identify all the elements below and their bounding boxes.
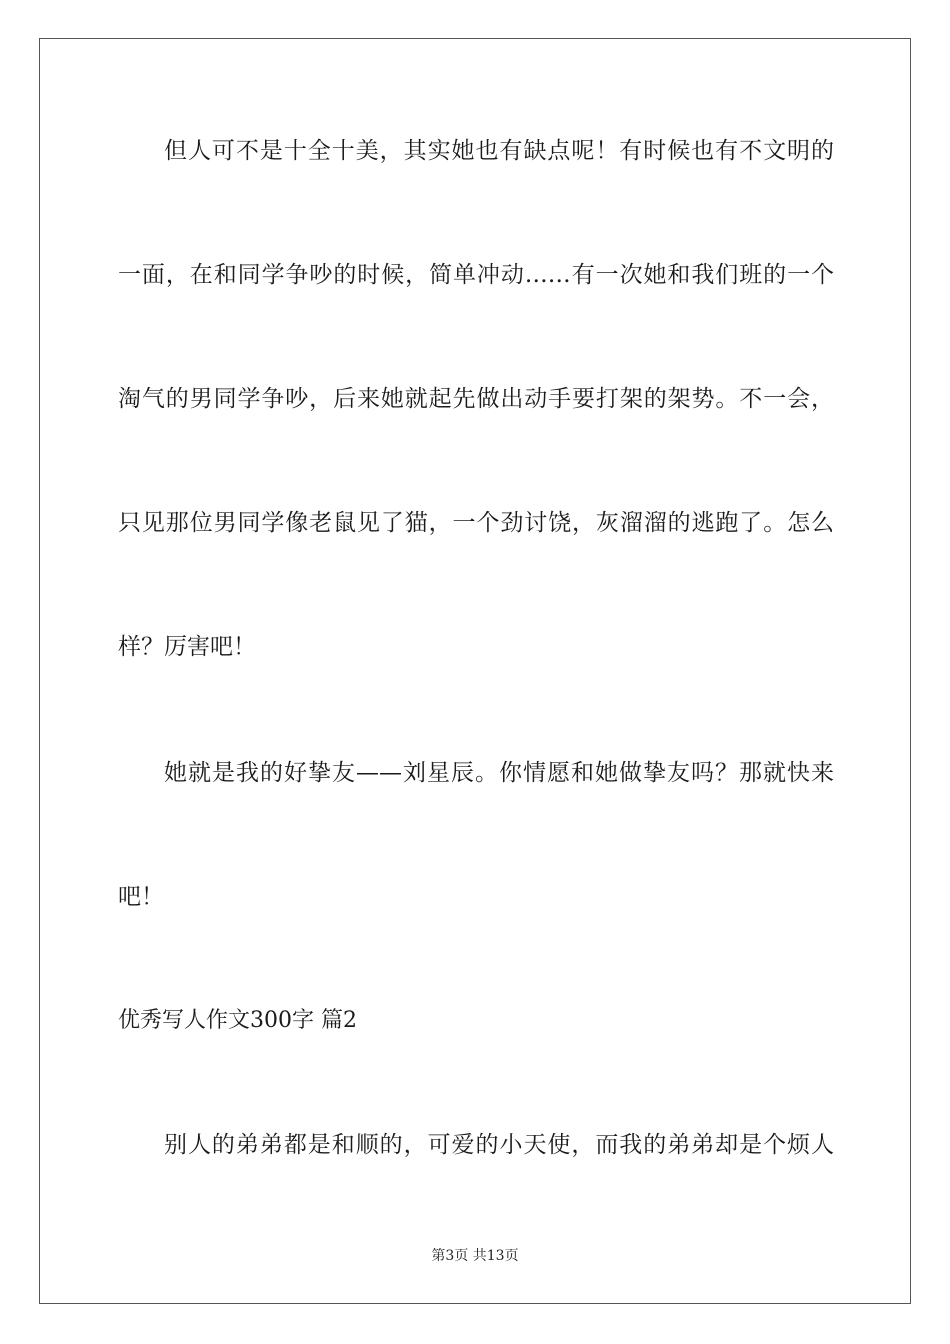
paragraph-1-line-3: 淘气的男同学争吵，后来她就起先做出动手要打架的架势。不一会， — [118, 386, 834, 412]
page-footer: 第3页 共13页 — [431, 1248, 519, 1264]
paragraph-1-line-2: 一面，在和同学争吵的时候，简单冲动……有一次她和我们班的一个 — [118, 262, 834, 288]
paragraph-1-line-1: 但人可不是十全十美，其实她也有缺点呢！有时候也有不文明的 — [164, 138, 834, 164]
paragraph-1-line-4: 只见那位男同学像老鼠见了猫，一个劲讨饶，灰溜溜的逃跑了。怎么 — [118, 510, 834, 536]
paragraph-2-line-1: 她就是我的好挚友——刘星辰。你情愿和她做挚友吗？那就快来 — [164, 760, 834, 786]
section-heading: 优秀写人作文300字 篇2 — [118, 1008, 357, 1033]
page-frame — [39, 38, 911, 1304]
paragraph-1-line-5: 样？厉害吧！ — [118, 634, 256, 660]
paragraph-3-line-1: 别人的弟弟都是和顺的，可爱的小天使，而我的弟弟却是个烦人 — [164, 1132, 834, 1158]
paragraph-2-line-2: 吧！ — [118, 884, 164, 910]
